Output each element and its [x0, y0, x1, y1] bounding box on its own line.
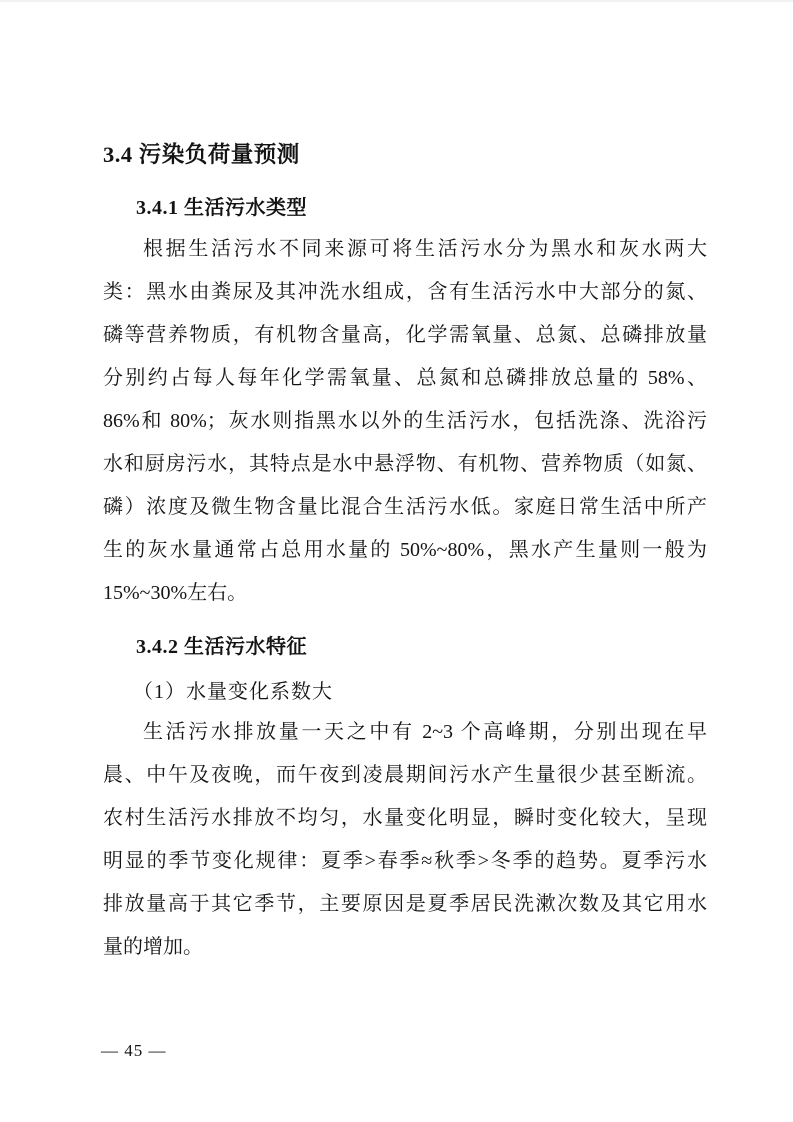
text-line: 量的增加。 [103, 936, 203, 958]
text-line: 生活污水排放量一天之中有 2~3 个高峰期，分别出现在早 [143, 721, 707, 743]
text-line: 磷等营养物质，有机物含量高，化学需氧量、总氮、总磷排放量 [103, 324, 707, 346]
text-line: 分别约占每人每年化学需氧量、总氮和总磷排放总量的 58%、 [103, 367, 707, 389]
text-line: 生的灰水量通常占总用水量的 50%~80%，黑水产生量则一般为 [103, 539, 707, 561]
page-number: — 45 — [101, 1041, 167, 1060]
text-line: 晨、中午及夜晚，而午夜到凌晨期间污水产生量很少甚至断流。 [103, 764, 707, 786]
text-line: 类：黑水由粪尿及其冲洗水组成，含有生活污水中大部分的氮、 [103, 281, 707, 303]
subsection-heading-3-4-2: 3.4.2 生活污水特征 [136, 636, 307, 658]
text-line: 磷）浓度及微生物含量比混合生活污水低。家庭日常生活中所产 [103, 496, 707, 518]
section-heading-3-4: 3.4 污染负荷量预测 [103, 142, 300, 167]
text-line: 15%~30%左右。 [103, 582, 248, 604]
paragraph-sewage-types [103, 228, 707, 615]
text-line: 排放量高于其它季节，主要原因是夏季居民洗漱次数及其它用水 [103, 893, 707, 915]
text-line: 明显的季节变化规律：夏季>春季≈秋季>冬季的趋势。夏季污水 [103, 850, 707, 872]
paragraph-sewage-characteristics [103, 711, 707, 969]
list-item-heading-1: （1）水量变化系数大 [133, 681, 333, 703]
text-line: 农村生活污水排放不均匀，水量变化明显，瞬时变化较大，呈现 [103, 807, 707, 829]
text-line: 86%和 80%；灰水则指黑水以外的生活污水，包括洗涤、洗浴污 [103, 410, 707, 432]
text-line: 水和厨房污水，其特点是水中悬浮物、有机物、营养物质（如氮、 [103, 453, 707, 475]
subsection-heading-3-4-1: 3.4.1 生活污水类型 [136, 197, 307, 219]
text-line: 根据生活污水不同来源可将生活污水分为黑水和灰水两大 [143, 238, 707, 260]
